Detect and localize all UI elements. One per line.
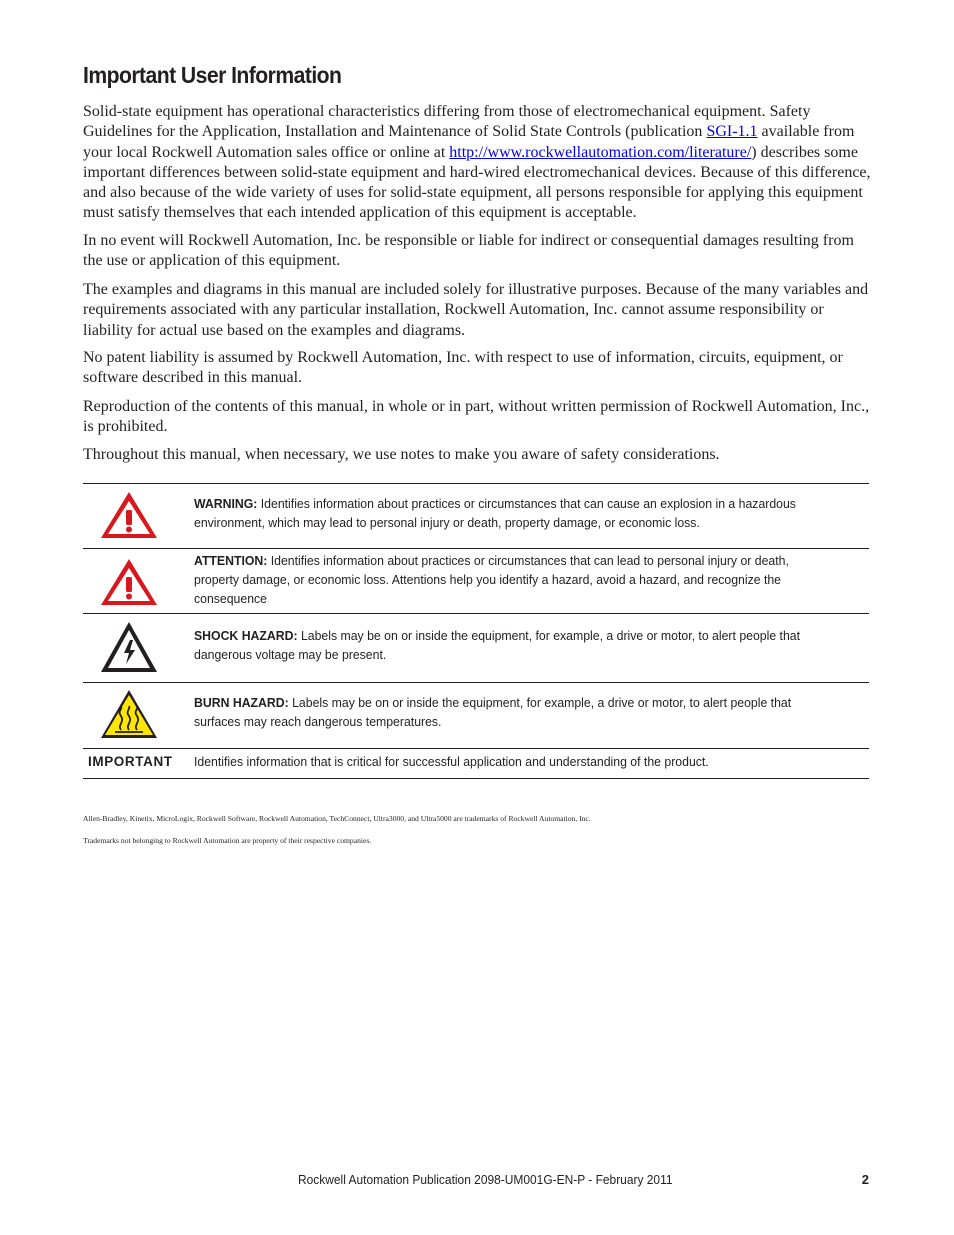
warning-notice-row [83, 483, 869, 548]
warning-icon-cell [83, 484, 194, 548]
safety-notes-paragraph: Throughout this manual, when necessary, we use notes to make you aware of safety considerations. [83, 446, 720, 463]
shock-hazard-label: SHOCK HAZARD: [194, 628, 298, 643]
page-number: 2 [861, 1172, 869, 1187]
intro-text-part3: ) describes some important differences between solid-state equipment and hard-wired electromechanical devices. Because of this difference, and also because of the wide variety of uses for solid-state equipment, all persons responsible for applying this equipment must satisfy themselves that each intended application of this equipment is acceptable. [83, 143, 871, 222]
attention-notice-row [83, 548, 869, 613]
shock-hazard-icon [99, 620, 159, 674]
safety-notice-table [83, 483, 869, 779]
attention-triangle-icon [99, 557, 159, 607]
attention-text [194, 549, 822, 613]
burn-hazard-label: BURN HAZARD: [194, 695, 289, 710]
attention-label: ATTENTION: [194, 553, 268, 568]
burn-hazard-notice-row [83, 682, 869, 748]
warning-text [194, 484, 822, 548]
burn-icon-cell [83, 683, 194, 748]
sgi-publication-link[interactable]: SGI-1.1 [706, 123, 758, 141]
shock-hazard-text [194, 614, 822, 682]
important-text: Identifies information that is critical for successful application and understanding of the product. [194, 754, 709, 769]
shock-icon-cell [83, 614, 194, 682]
attention-icon-cell [83, 549, 194, 613]
intro-text-part2: available from your local Rockwell Automation sales office or online at [83, 123, 855, 161]
warning-label: WARNING: [194, 496, 258, 511]
important-label-cell [83, 749, 194, 778]
important-notice-row [83, 748, 869, 779]
attention-description: Identifies information about practices or circumstances that can lead to personal injury or death, property damage, or economic loss. Attentions help you identify a hazard, avoid a hazard, and recognize the consequence [194, 553, 789, 606]
examples-paragraph: The examples and diagrams in this manual are included solely for illustrative purposes. Because of the many variables and requirements associated with any particular installation, Rockwell Automation, Inc. cannot assume responsibility or liability for actual use based on the examples and diagrams. [83, 281, 869, 339]
reproduction-paragraph: Reproduction of the contents of this manual, in whole or in part, without written permission of Rockwell Automation, Inc., is prohibited. [83, 398, 870, 436]
shock-hazard-notice-row [83, 613, 869, 682]
literature-url-link[interactable]: http://www.rockwellautomation.com/literature/ [449, 143, 752, 161]
publication-footer: Rockwell Automation Publication 2098-UM001G-EN-P - February 2011 [298, 1172, 673, 1187]
third-party-trademark-notice: Trademarks not belonging to Rockwell Automation are property of their respective companies. [83, 836, 372, 845]
important-label: IMPORTANT [88, 754, 173, 769]
burn-hazard-icon [99, 688, 159, 740]
warning-description: Identifies information about practices or circumstances that can cause an explosion in a hazardous environment, which may lead to personal injury or death, property damage, or economic loss. [194, 496, 796, 530]
intro-paragraph [83, 102, 873, 224]
burn-hazard-text [194, 683, 822, 748]
liability-paragraph: In no event will Rockwell Automation, Inc. be responsible or liable for indirect or consequential damages resulting from the use or application of this equipment. [83, 232, 854, 270]
intro-text-part1: Solid-state equipment has operational characteristics differing from those of electromechanical equipment. Safety Guidelines for the Application, Installation and Maintenance of Solid State Controls (publication [83, 103, 811, 141]
warning-triangle-icon [99, 490, 159, 540]
shock-hazard-description: Labels may be on or inside the equipment, for example, a drive or motor, to alert people that dangerous voltage may be present. [194, 628, 801, 662]
patent-paragraph: No patent liability is assumed by Rockwell Automation, Inc. with respect to use of information, circuits, equipment, or software described in this manual. [83, 349, 843, 387]
burn-hazard-description: Labels may be on or inside the equipment, for example, a drive or motor, to alert people that surfaces may reach dangerous temperatures. [194, 695, 792, 729]
trademark-notice: Allen-Bradley, Kinetix, MicroLogix, Rockwell Software, Rockwell Automation, TechConnect, Ultra3000, and Ultra5000 are trademarks of Rockwell Automation, Inc. [83, 814, 591, 823]
page-title: Important User Information [83, 62, 342, 88]
